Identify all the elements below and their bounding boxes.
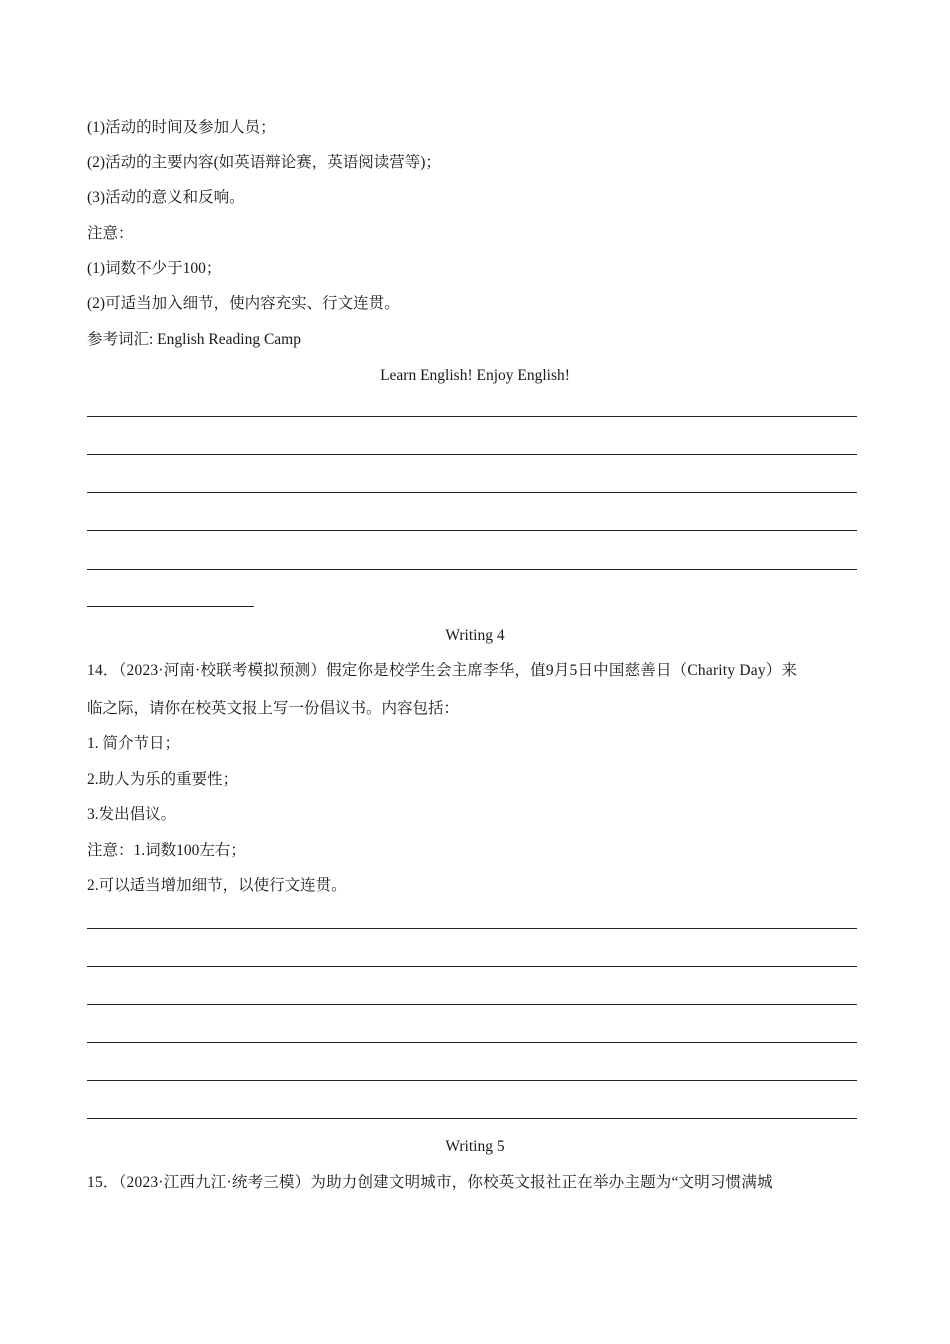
writing-4-item-3: 3.发出倡议。 <box>87 806 177 823</box>
question-14-line-2: 临之际，请你在校英文报上写一份倡议书。内容包括： <box>87 700 460 717</box>
answer-line[interactable] <box>87 530 857 531</box>
answer-line[interactable] <box>87 492 857 493</box>
answer-line[interactable] <box>87 1004 857 1005</box>
answer-line[interactable] <box>87 416 857 417</box>
writing-4-note-1: 注意：1.词数100左右； <box>87 842 246 859</box>
answer-line-short[interactable] <box>87 606 254 607</box>
notes-label: 注意： <box>87 225 134 242</box>
answer-line[interactable] <box>87 928 857 929</box>
answer-line[interactable] <box>87 569 857 570</box>
writing-4-note-2: 2.可以适当增加细节，以使行文连贯。 <box>87 877 347 894</box>
answer-line[interactable] <box>87 1118 857 1119</box>
essay-title: Learn English! Enjoy English! <box>380 367 570 384</box>
question-15-line-1: 15．（2023·江西九江·统考三模）为助力创建文明城市，你校英文报社正在举办主题为“文明习惯满城 <box>87 1174 773 1191</box>
writing-4-heading: Writing 4 <box>445 627 505 644</box>
question-14-line-1: 14．（2023·河南·校联考模拟预测）假定你是校学生会主席李华，值9月5日中国慈善日（Charity Day）来 <box>87 662 798 679</box>
answer-line[interactable] <box>87 966 857 967</box>
content-item-2: (2)活动的主要内容(如英语辩论赛，英语阅读营等)； <box>87 154 441 171</box>
answer-line[interactable] <box>87 1080 857 1081</box>
note-item-2: (2)可适当加入细节，使内容充实、行文连贯。 <box>87 295 400 312</box>
answer-line[interactable] <box>87 454 857 455</box>
writing-4-item-1: 1. 简介节日； <box>87 735 181 752</box>
answer-line[interactable] <box>87 1042 857 1043</box>
reference-vocabulary: 参考词汇: English Reading Camp <box>87 331 301 348</box>
content-item-3: (3)活动的意义和反响。 <box>87 189 245 206</box>
content-item-1: (1)活动的时间及参加人员； <box>87 119 276 136</box>
writing-5-heading: Writing 5 <box>445 1138 505 1155</box>
writing-4-item-2: 2.助人为乐的重要性； <box>87 771 239 788</box>
note-item-1: (1)词数不少于100； <box>87 260 222 277</box>
